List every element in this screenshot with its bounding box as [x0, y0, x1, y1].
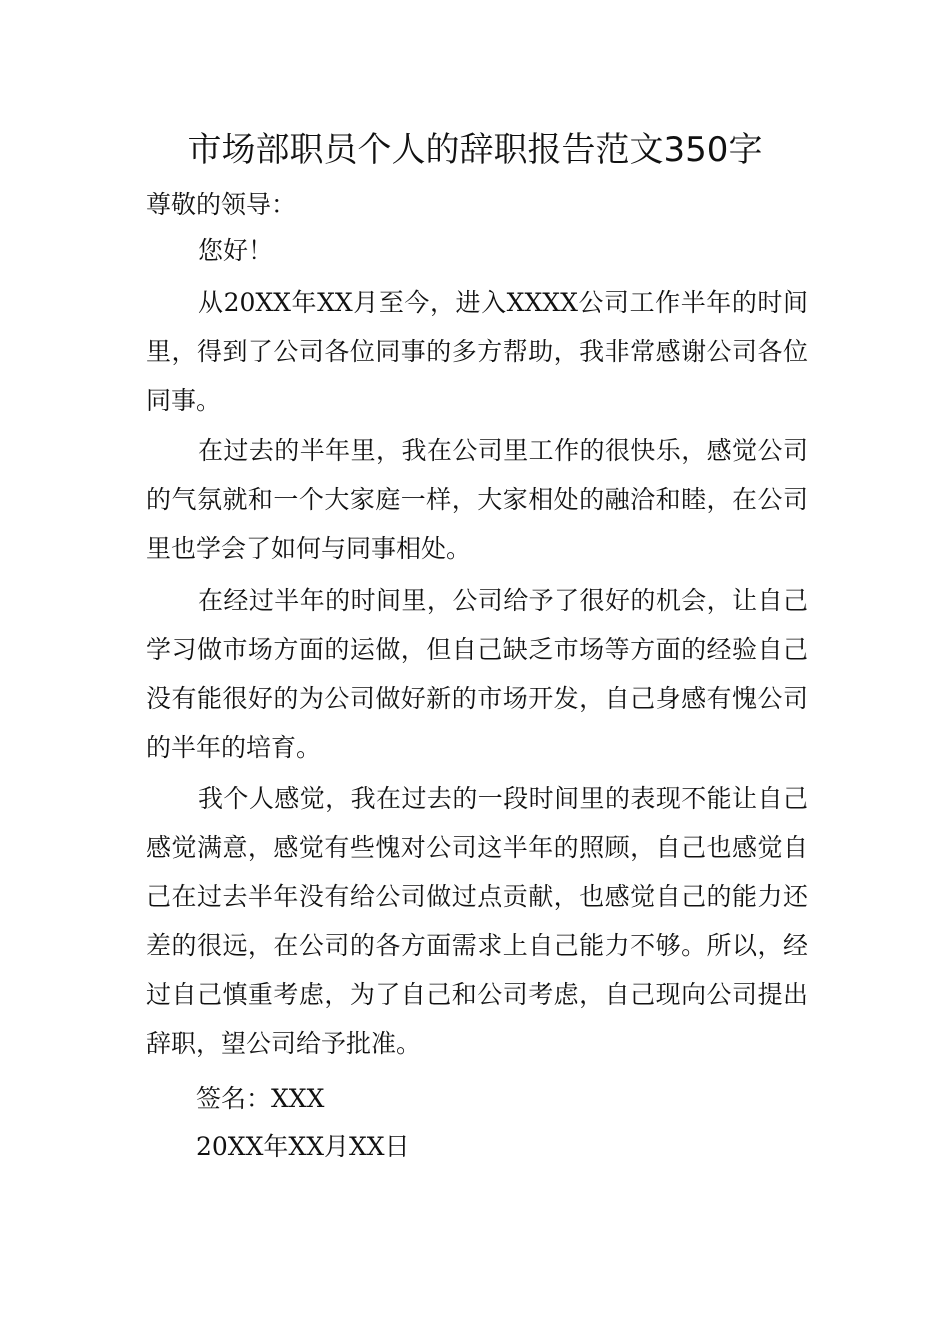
- paragraph-3: 在经过半年的时间里，公司给予了很好的机会，让自己学习做市场方面的运做，但自己缺乏市场等方面的经验自己没有能很好的为公司做好新的市场开发，自己身感有愧公司的半年的培育。: [146, 586, 808, 762]
- document-title: 市场部职员个人的辞职报告范文350字: [187, 130, 763, 170]
- date-line: 20XX年XX月XX日: [196, 1132, 410, 1161]
- salutation: 尊敬的领导：: [146, 190, 297, 219]
- signature-line: 签名：XXX: [196, 1084, 325, 1113]
- greeting: 您好！: [198, 236, 274, 265]
- paragraph-2: 在过去的半年里，我在公司里工作的很快乐，感觉公司的气氛就和一个大家庭一样，大家相处的融洽和睦，在公司里也学会了如何与同事相处。: [146, 436, 808, 563]
- paragraph-4: 我个人感觉，我在过去的一段时间里的表现不能让自己感觉满意，感觉有些愧对公司这半年的照顾，自己也感觉自己在过去半年没有给公司做过点贡献，也感觉自己的能力还差的很远，在公司的各方面需求上自己能力不够。所以，经过自己慎重考虑，为了自己和公司考虑，自己现向公司提出辞职，望公司给予批准。: [146, 784, 808, 1058]
- paragraph-1: 从20XX年XX月至今，进入XXXX公司工作半年的时间里，得到了公司各位同事的多方帮助，我非常感谢公司各位同事。: [146, 288, 808, 415]
